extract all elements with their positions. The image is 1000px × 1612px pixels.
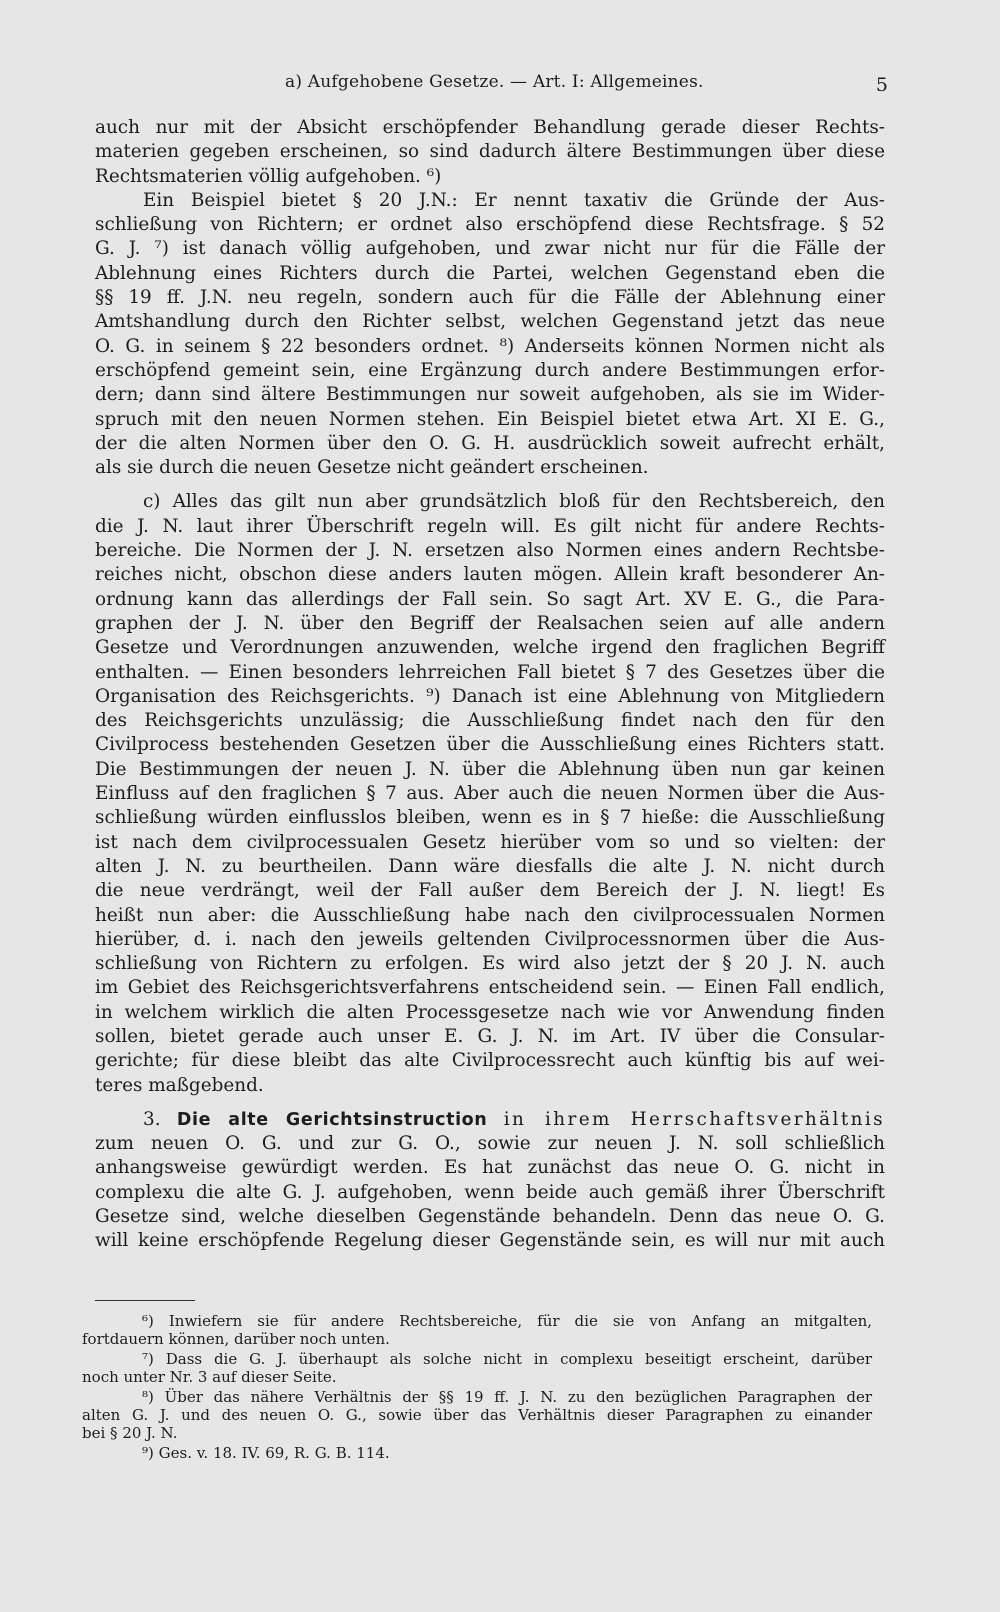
text-line: als sie durch die neuen Gesetze nicht geändert erscheinen. — [95, 457, 649, 479]
text-line: O. G. in seinem § 22 besonders ordnet. ⁸) Anderseits können Normen nicht als — [95, 335, 885, 357]
text-line: hierüber, d. i. nach den jeweils geltenden Civilprocessnormen über die Aus- — [95, 928, 885, 950]
footnote-line: ⁶) Inwiefern sie für andere Rechtsbereiche, für die sie von Anfang an mitgalten, — [142, 1312, 872, 1330]
text-line: des Reichsgerichts unzulässig; die Ausschließung findet nach den für den — [95, 710, 885, 732]
text-line: Einfluss auf den fraglichen § 7 aus. Aber auch die neuen Normen über die Aus- — [95, 783, 885, 805]
text-line: Amtshandlung durch den Richter selbst, welchen Gegenstand jetzt das neue — [95, 311, 885, 333]
text-line: bereiche. Die Normen der J. N. ersetzen also Normen eines andern Rechtsbe- — [95, 540, 885, 562]
text-line: will keine erschöpfende Regelung dieser Gegenstände sein, es will nur mit auch — [95, 1230, 885, 1252]
text-line: Rechtsmaterien völlig aufgehoben. ⁶) — [95, 165, 442, 187]
section-heading-rest: in ihrem Herrschaftsverhältnis — [503, 1108, 885, 1130]
text-line: gerichte; für diese bleibt das alte Civilprocessrecht auch künftig bis auf wei- — [95, 1050, 885, 1072]
text-line: in welchem wirklich die alten Processgesetze nach wie vor Anwendung finden — [95, 1001, 885, 1023]
text-line: schließung von Richtern zu erfolgen. Es wird also jetzt der § 20 J. N. auch — [95, 953, 885, 975]
text-line: enthalten. — Einen besonders lehrreichen Fall bietet § 7 des Gesetzes über die — [95, 661, 885, 683]
footnote-line: bei § 20 J. N. — [82, 1424, 178, 1442]
text-line: Ein Beispiel bietet § 20 J.N.: Er nennt taxativ die Gründe der Aus- — [143, 189, 885, 211]
text-line: schließung würden einflusslos bleiben, wenn es in § 7 hieße: die Ausschließung — [95, 807, 885, 829]
text-line: ist nach dem civilprocessualen Gesetz hierüber vom so und so vielten: der — [95, 831, 885, 853]
text-line: der die alten Normen über den O. G. H. ausdrücklich soweit aufrecht erhält, — [95, 432, 885, 454]
main-text — [95, 116, 885, 1254]
header-title: a) Aufgehobene Gesetze. — Art. I: Allgemeines. — [285, 72, 704, 92]
text-line: reiches nicht, obschon diese anders lauten mögen. Allein kraft besonderer An- — [95, 564, 885, 586]
footnote-line: ⁷) Dass die G. J. überhaupt als solche nicht in complexu beseitigt erscheint, darüber — [142, 1350, 872, 1368]
text-line: alten J. N. zu beurtheilen. Dann wäre diesfalls die alte J. N. nicht durch — [95, 855, 885, 877]
text-line: Organisation des Reichsgerichts. ⁹) Danach ist eine Ablehnung von Mitgliedern — [95, 685, 885, 707]
text-line: die neue verdrängt, weil der Fall außer dem Bereich der J. N. liegt! Es — [95, 880, 885, 902]
page-number: 5 — [875, 74, 888, 96]
text-line: §§ 19 ff. J.N. neu regeln, sondern auch für die Fälle der Ablehnung einer — [95, 287, 885, 309]
footnotes — [82, 1312, 872, 1462]
text-line: c) Alles das gilt nun aber grundsätzlich bloß für den Rechtsbereich, den — [143, 491, 885, 513]
footnote-line: ⁸) Über das nähere Verhältnis der §§ 19 ff. J. N. zu den bezüglichen Paragraphen der — [142, 1388, 872, 1406]
text-line: auch nur mit der Absicht erschöpfender Behandlung gerade dieser Rechts- — [95, 117, 885, 138]
text-line: Ablehnung eines Richters durch die Partei, welchen Gegenstand eben die — [95, 262, 885, 284]
text-line: ordnung kann das allerdings der Fall sein. So sagt Art. XV E. G., die Para- — [95, 588, 885, 610]
text-line: zum neuen O. G. und zur G. O., sowie zur neuen J. N. soll schließlich — [95, 1133, 885, 1155]
text-line: Die Bestimmungen der neuen J. N. über die Ablehnung üben nun gar keinen — [95, 758, 885, 780]
text-line: materien gegeben erscheinen, so sind dadurch ältere Bestimmungen über diese — [95, 141, 885, 163]
text-line: teres maßgebend. — [95, 1074, 264, 1096]
text-line: dern; dann sind ältere Bestimmungen nur soweit aufgehoben, als sie im Wider- — [95, 384, 885, 406]
text-line: Civilprocess bestehenden Gesetzen über die Ausschließung eines Richters statt. — [95, 734, 885, 756]
footnote-divider — [95, 1300, 195, 1301]
footnote-line: alten G. J. und des neuen O. G., sowie über das Verhältnis dieser Paragraphen zu einander — [82, 1406, 872, 1424]
text-line: die J. N. laut ihrer Überschrift regeln will. Es gilt nicht für andere Rechts- — [95, 515, 885, 537]
footnote-line: noch unter Nr. 3 auf dieser Seite. — [82, 1368, 337, 1386]
text-line: Gesetze und Verordnungen anzuwenden, welche irgend den fraglichen Begriff — [95, 637, 885, 659]
text-line: im Gebiet des Reichsgerichtsverfahrens entscheidend sein. — Einen Fall endlich, — [95, 977, 885, 999]
text-line: G. J. ⁷) ist danach völlig aufgehoben, und zwar nicht nur für die Fälle der — [95, 238, 885, 260]
text-line: Gesetze sind, welche dieselben Gegenstände behandeln. Denn das neue O. G. — [95, 1206, 885, 1228]
section-number: 3. — [143, 1108, 161, 1130]
text-line: complexu die alte G. J. aufgehoben, wenn beide auch gemäß ihrer Überschrift — [95, 1181, 885, 1203]
text-line: erschöpfend gemeint sein, eine Ergänzung durch andere Bestimmungen erfor- — [95, 359, 885, 381]
text-line: spruch mit den neuen Normen stehen. Ein Beispiel bietet etwa Art. XI E. G., — [95, 408, 885, 430]
text-line: schließung von Richtern; er ordnet also erschöpfend diese Rechtsfrage. § 52 — [95, 214, 885, 236]
text-line: graphen der J. N. über den Begriff der Realsachen seien auf alle andern — [95, 612, 885, 634]
footnote-line: fortdauern können, darüber noch unten. — [82, 1330, 390, 1348]
section-heading: Die alte Gerichtsinstruction — [176, 1109, 488, 1130]
text-line: heißt nun aber: die Ausschließung habe nach den civilprocessualen Normen — [95, 904, 885, 926]
text-line: anhangsweise gewürdigt werden. Es hat zunächst das neue O. G. nicht in — [95, 1157, 885, 1179]
text-line: sollen, bietet gerade auch unser E. G. J. N. im Art. IV über die Consular- — [95, 1025, 885, 1047]
running-header — [95, 72, 888, 102]
section-3-heading-line — [95, 1108, 885, 1132]
footnote-line: ⁹) Ges. v. 18. IV. 69, R. G. B. 114. — [142, 1444, 390, 1462]
